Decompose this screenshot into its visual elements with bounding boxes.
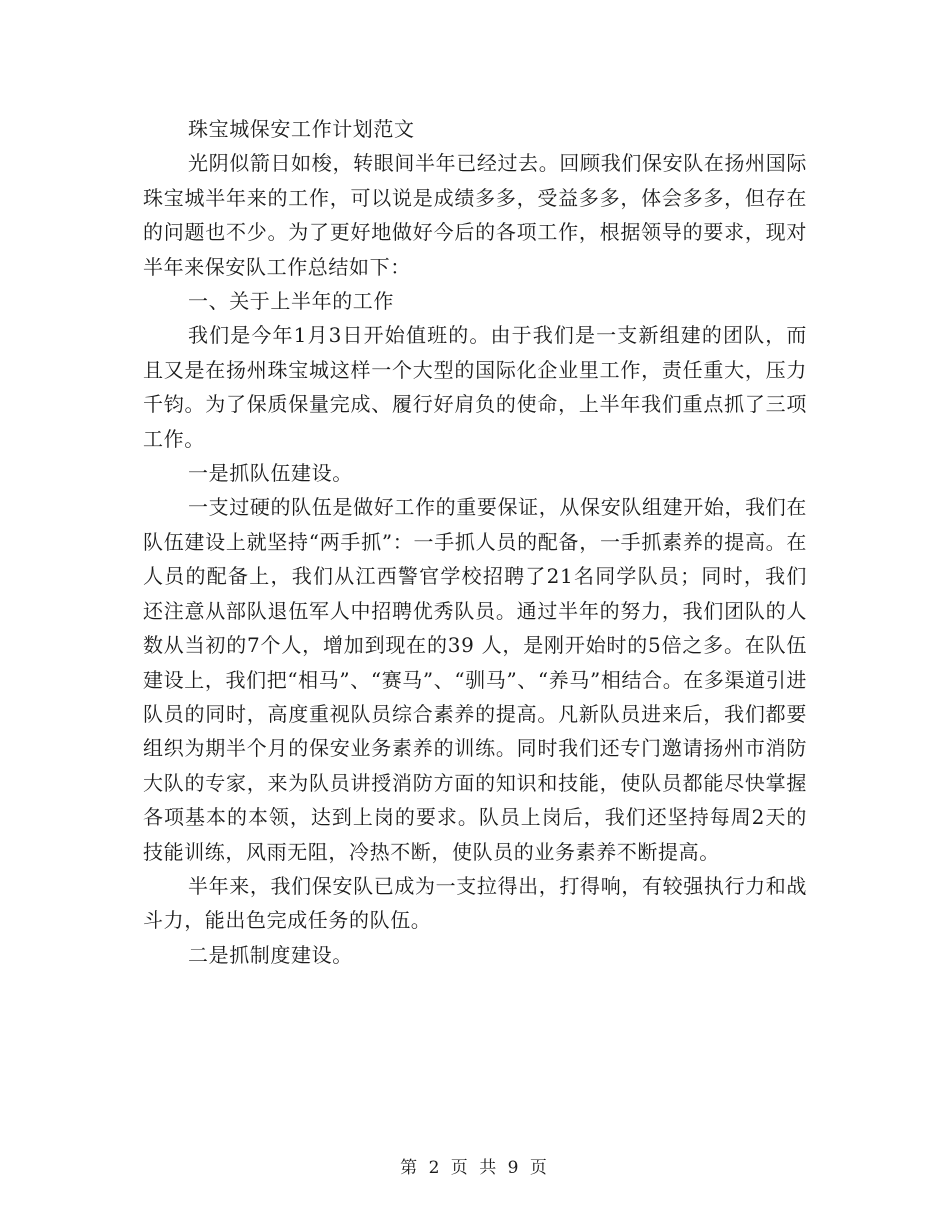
paragraph-intro: 光阴似箭日如梭，转眼间半年已经过去。回顾我们保安队在扬州国际珠宝城半年来的工作，可以说是成绩多多，受益多多，体会多多，但存在的问题也不少。为了更好地做好今后的各项工作，根据领导的要求，现对半年来保安队工作总结如下： — [143, 151, 807, 279]
paragraph-team-building: 一支过硬的队伍是做好工作的重要保证，从保安队组建开始，我们在队伍建设上就坚持“两手抓”：一手抓人员的配备，一手抓素养的提高。在人员的配备上，我们从江西警官学校招聘了21名同学队员；同时，我们还注意从部队退伍军人中招聘优秀队员。通过半年的努力，我们团队的人数从当初的7个人，增加到现在的39 人，是刚开始时的5倍之多。在队伍建设上，我们把“相马”、“赛马”、“驯马”、“养马”相结合。在多渠道引进队员的同时，高度重视队员综合素养的提高。凡新队员进来后，我们都要组织为期半个月的保安业务素养的训练。同时我们还专门邀请扬州市消防大队的专家，来为队员讲授消防方面的知识和技能，使队员都能尽快掌握各项基本的本领，达到上岗的要求。队员上岗后，我们还坚持每周2天的技能训练，风雨无阻，冷热不断，使队员的业务素养不断提高。 — [143, 495, 807, 864]
document-body — [143, 112, 807, 972]
page-number-footer: 第 2 页 共 9 页 — [400, 1158, 550, 1178]
paragraph-start-duty: 我们是今年1月3日开始值班的。由于我们是一支新组建的团队，而且又是在扬州珠宝城这样一个大型的国际化企业里工作，责任重大，压力千钧。为了保质保量完成、履行好肩负的使命，上半年我们重点抓了三项工作。 — [143, 323, 807, 451]
subheading-system-building: 二是抓制度建设。 — [188, 942, 353, 967]
subheading-team-building: 一是抓队伍建设。 — [188, 461, 353, 486]
section-heading-first-half: 一、关于上半年的工作 — [188, 289, 394, 314]
document-title: 珠宝城保安工作计划范文 — [188, 117, 415, 141]
paragraph-half-year-result: 半年来，我们保安队已成为一支拉得出，打得响，有较强执行力和战斗力，能出色完成任务的队伍。 — [143, 873, 807, 933]
